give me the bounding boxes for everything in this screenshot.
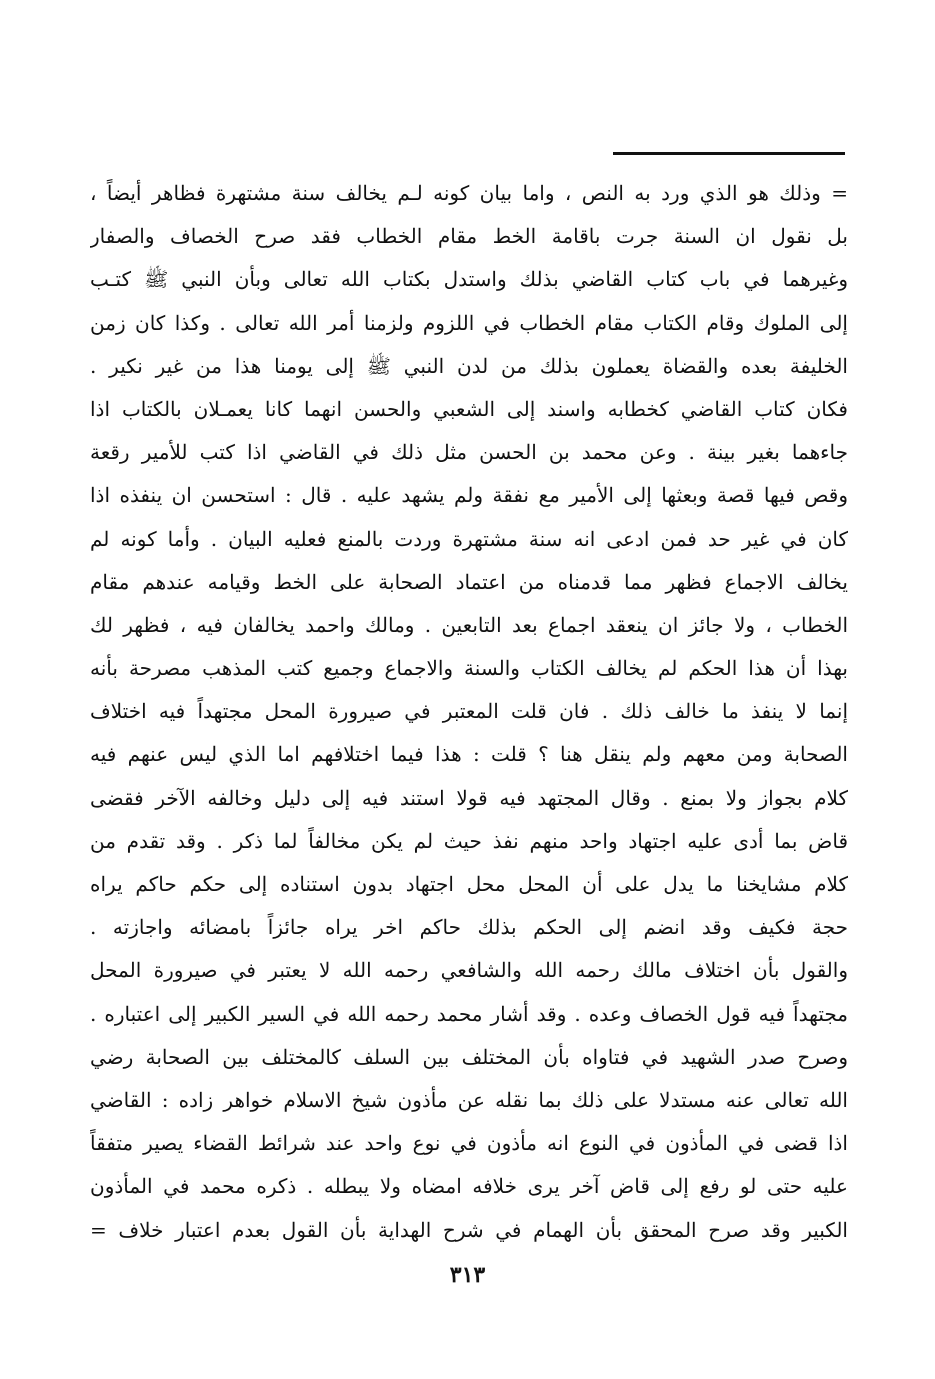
footnote-line-7: جاءهما بغير بينة . وعن محمد بن الحسن مثل ذلك في القاضي اذا كتب للأمير رقعة [90, 440, 848, 465]
footnote-text-block [90, 172, 848, 1252]
footnote-line-1: = وذلك هو الذي ورد به النص ، واما بيان كونه لـم يخالف سنة مشتهرة فظاهر أيضاً ، [90, 181, 848, 205]
footnote-line-24: عليه حتى لو رفع إلى قاض آخر يرى خلافه امضاه ولا يبطله . ذكره محمد في المأذون [90, 1174, 848, 1199]
footnote-line-16: قاض بما أدى عليه اجتهاد واحد منهم نفذ حيث لم يكن مخالفاً لما ذكر . وقد تقدم من [90, 828, 848, 853]
footnote-line-6: فكان كتاب القاضي كخطابه واسند إلى الشعبي والحسن انهما كانا يعمـلان بالكتاب اذا [90, 396, 848, 421]
footnote-line-5: الخليفة بعده والقضاة يعملون بذلك من لدن النبي ﷺ إلى يومنا هذا من غير نكير . [90, 353, 848, 378]
footnote-line-14: الصحابة ومن معهم ولم ينقل هنا ؟ قلت : هذا فيما اختلافهم اما الذي ليس عنهم فيه [90, 742, 848, 767]
footnote-line-4: إلى الملوك وقام الكتاب مقام الخطاب في اللزوم ولزمنا أمر الله تعالى . وكذا كان زمن [90, 310, 848, 335]
footnote-line-23: اذا قضى في المأذون في النوع انه مأذون في نوع واحد عند شرائط القضاء يصير متفقاً [90, 1131, 848, 1156]
footnote-line-2: بل نقول ان السنة جرت باقامة الخط مقام الخطاب فقد صرح الخصاف والصفار [90, 224, 848, 249]
footnote-line-13: إنما لا ينفذ ما خالف ذلك . فان قلت المعتبر في صيرورة المحل مجتهداً فيه اختلاف [90, 699, 848, 724]
footnote-line-12: بهذا أن هذا الحكم لم يخالف الكتاب والسنة والاجماع وجميع كتب المذهب مصرحة بأنه [90, 656, 848, 681]
page-number: ٣١٣ [449, 1262, 486, 1288]
footnote-line-11: الخطاب ، ولا جائز ان ينعقد اجماع بعد التابعين . ومالك واحمد يخالفان فيه ، فظهر لك [90, 612, 848, 637]
footnote-line-8: وقص فيها قصة وبعثها إلى الأمير مع نفقة ولم يشهد عليه . قال : استحسن ان ينفذه اذا [90, 483, 848, 508]
footnote-line-10: يخالف الاجماع فظهر مما قدمناه من اعتماد الصحابة على الخط وقيامه عندهم مقام [90, 569, 848, 594]
footnote-line-9: كان في غير حد فمن ادعى انه سنة مشتهرة وردت بالمنع فعليه البيان . وأما كونه لم [90, 526, 848, 551]
footnote-line-20: مجتهداً فيه قول الخصاف وعده . وقد أشار محمد رحمه الله في السير الكبير إلى اعتباره . [90, 1001, 848, 1026]
footnote-line-22: الله تعالى عنه مستدلا على ذلك بما نقله عن مأذون شيخ الاسلام خواهر زاده : القاضي [90, 1087, 848, 1112]
footnote-line-25: الكبير وقد صرح المحقق بأن الهمام في شرح الهداية بأن القول بعدم اعتبار خلاف = [90, 1217, 848, 1242]
footnote-line-3: وغيرهما في باب كتاب القاضي بذلك واستدل بكتاب الله تعالى وبأن النبي ﷺ كتـب [90, 267, 848, 292]
footnote-separator-rule [613, 152, 845, 155]
footnote-line-15: كلام بجواز ولا بمنع . وقال المجتهد فيه قولا استند فيه إلى دليل وخالفه الآخر فقضى [90, 785, 848, 810]
footnote-line-18: حجة فكيف وقد انضم إلى الحكم بذلك حاكم اخر يراه جائزاً بامضائه واجازته . [90, 915, 848, 940]
footnote-line-21: وصرح صدر الشهيد في فتاواه بأن المختلف بين السلف كالمختلف بين الصحابة رضي [90, 1044, 848, 1069]
footnote-line-17: كلام مشايخنا ما يدل على أن المحل محل اجتهاد بدون استناده إلى حكم حاكم يراه [90, 872, 848, 896]
footnote-line-19: والقول بأن اختلاف مالك رحمه الله والشافعي رحمه الله لا يعتبر في صيرورة المحل [90, 958, 848, 983]
